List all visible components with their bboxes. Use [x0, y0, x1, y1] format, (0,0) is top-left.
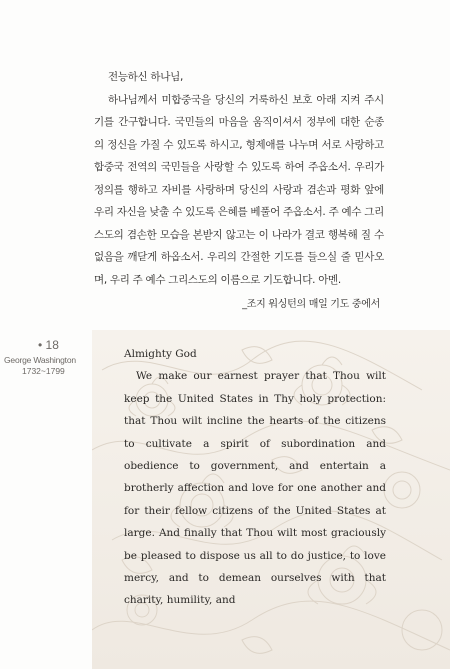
english-opening: Almighty God	[124, 348, 197, 360]
korean-body: 하나님께서 미합중국을 당신의 거룩하신 보호 아래 지켜 주시기를 간구합니다. 국민들의 마음을 움직이셔서 정부에 대한 순종의 정신을 가질 수 있도록 하시고, 형제애를 나누며 서로 사랑하고 합중국 전역의 국민들을 사랑할 수 있도록 하여 주옵소서. 우리가 정의를 행하고 자비를 사랑하며 당신의 사랑과 겸손과 평화 앞에 우리 자신을 낮출 수 있도록 은혜를 베풀어 주옵소서. 주 예수 그리스도의 겸손한 모습을 본받지 않고는 이 나라가 결코 행복해 질 수 없음을 깨닫게 하옵소서. 우리의 간절한 기도를 들으실 줄 믿사오며, 우리 주 예수 그리스도의 이름으로 기도합니다. 아멘.	[94, 93, 384, 286]
page-number: • 18	[38, 338, 59, 352]
english-body: We make our earnest prayer that Thou wilt keep the United States in Thy holy protection: that Thou wilt incline the hearts of the citizens to cultivate a spirit of subordination and obedience to government, and entertain a brotherly affection and love for one another and for their fellow citizens of the United States at large. And finally that Thou wilt most graciously be pleased to dispose us all to do justice, to love mercy, and to demean ourselves with that charity, humility, and	[124, 370, 386, 607]
author-name: George Washington	[4, 355, 76, 365]
author-years: 1732~1799	[22, 366, 65, 376]
korean-source: _조지 워싱턴의 매일 기도 중에서	[242, 299, 380, 310]
english-prayer	[124, 343, 386, 612]
korean-opening: 전능하신 하나님,	[108, 71, 183, 83]
korean-prayer	[94, 66, 384, 317]
